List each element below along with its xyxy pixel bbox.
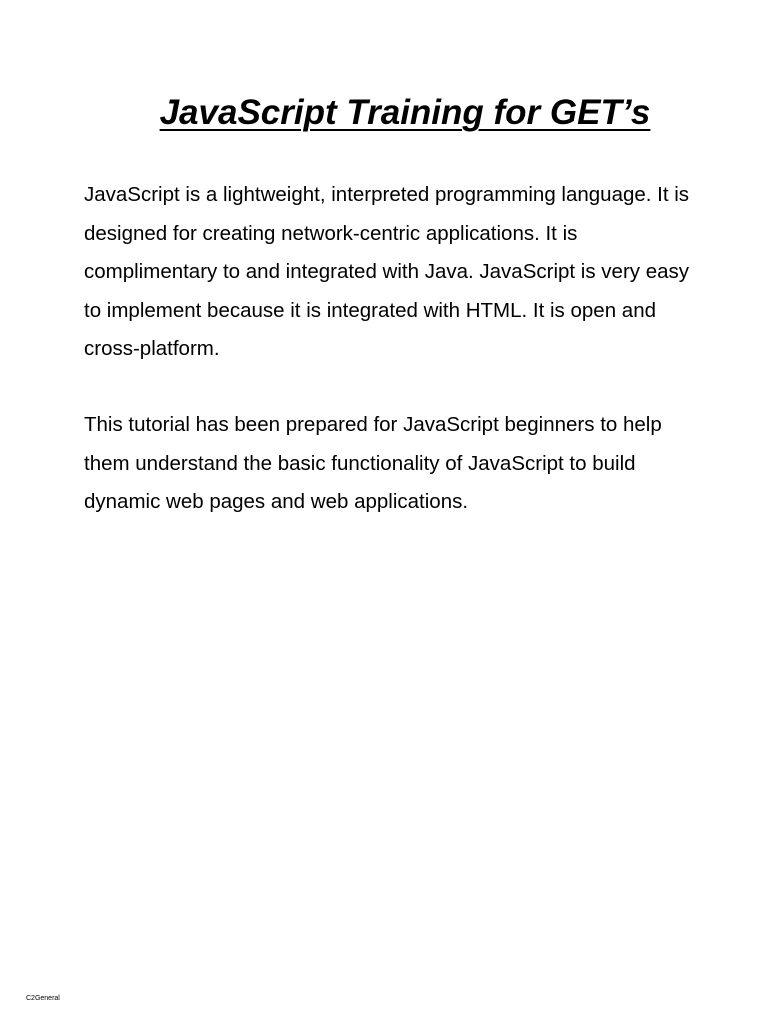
tutorial-paragraph: This tutorial has been prepared for JavaScript beginners to help them understand the basic functionality of JavaScript to build dynamic web pages and web applications. (84, 413, 662, 513)
classification-label: C2General (26, 995, 60, 1002)
document-title: JavaScript Training for GET’s (159, 93, 651, 132)
intro-paragraph: JavaScript is a lightweight, interpreted programming language. It is designed for creating network-centric applications. It is complimentary to and integrated with Java. JavaScript is very easy to implement because it is integrated with HTML. It is open and cross-platform. (84, 183, 690, 360)
